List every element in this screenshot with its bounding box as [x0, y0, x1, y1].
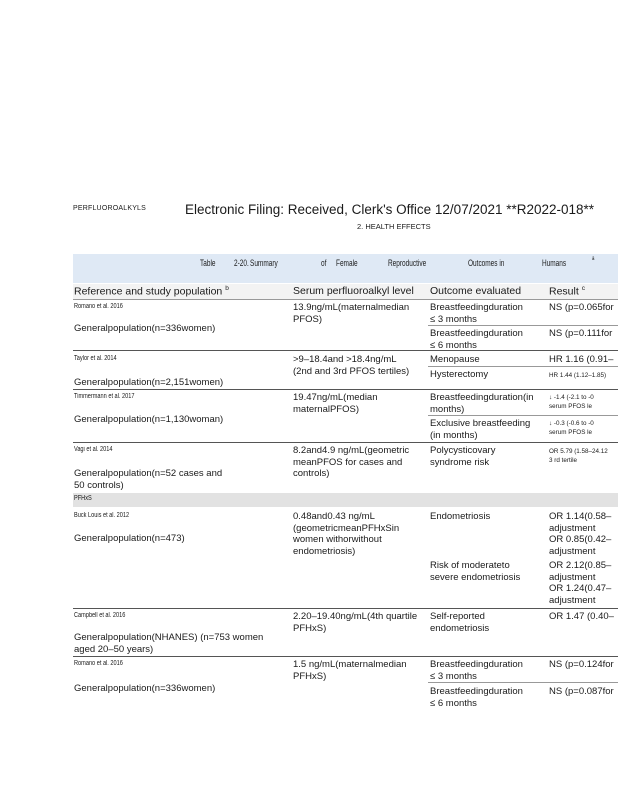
row-outcome: Hysterectomy — [430, 369, 489, 380]
row-serum-level: 1.5 ng/mL(maternalmedian PFHxS) — [293, 659, 407, 682]
row-outcome: Risk of moderateto severe endometriosis — [430, 560, 521, 583]
row-result: NS (p=0.087for — [549, 686, 614, 697]
row-outcome: Breastfeedingduration ≤ 3 months — [430, 659, 523, 682]
row-outcome: Breastfeedingduration ≤ 6 months — [430, 328, 523, 351]
row-serum-level: 19.47ng/mL(median maternalPFOS) — [293, 392, 378, 415]
row-reference: Romano et al. 2016 — [74, 303, 123, 310]
caption-word: Humans — [542, 258, 567, 268]
row-serum-level: >9–18.4and >18.4ng/mL (2nd and 3rd PFOS tertiles) — [293, 354, 410, 377]
row-reference: Romano et al. 2016 — [74, 660, 123, 667]
row-serum-level: 2.20–19.40ng/mL(4th quartile PFHxS) — [293, 611, 418, 634]
row-population: Generalpopulation(NHANES) (n=753 women aged 20–50 years) — [74, 632, 264, 655]
row-serum-level: 0.48and0.43 ng/mL (geometricmeanPFHxSin women withorwithout endometriosis) — [293, 511, 400, 557]
row-rule — [73, 350, 618, 351]
filing-stamp-header: Electronic Filing: Received, Clerk's Office 12/07/2021 **R2022-018** — [185, 202, 595, 217]
row-result: HR 1.44 (1.12–1.85) — [549, 372, 607, 379]
row-result: ↓ -0.3 (-0.6 to -0 serum PFOS le — [549, 420, 594, 436]
section-band-pfhxs — [73, 493, 618, 507]
sub-rule — [428, 415, 618, 416]
row-reference: Campbell et al. 2016 — [74, 612, 126, 619]
sub-rule — [428, 366, 618, 367]
row-outcome: Breastfeedingduration ≤ 6 months — [430, 686, 523, 709]
sub-rule — [428, 682, 618, 683]
caption-word: Summary — [250, 258, 278, 268]
row-result: OR 1.47 (0.40– — [549, 611, 614, 622]
row-rule — [73, 608, 618, 609]
row-result: ↓ -1.4 (-2.1 to -0 serum PFOS le — [549, 394, 594, 410]
row-population: Generalpopulation(n=52 cases and 50 controls) — [74, 468, 223, 491]
row-rule — [73, 656, 618, 657]
sub-rule — [428, 325, 618, 326]
row-result: NS (p=0.111for — [549, 328, 613, 339]
row-reference: Buck Louis et al. 2012 — [74, 512, 130, 519]
caption-word: Reproductive — [388, 258, 427, 268]
row-population: Generalpopulation(n=336women) — [74, 323, 216, 334]
row-outcome: Self-reported endometriosis — [430, 611, 490, 634]
row-population: Generalpopulation(n=473) — [74, 533, 185, 544]
row-rule — [73, 442, 618, 443]
row-outcome: Polycysticovary syndrome risk — [430, 445, 496, 468]
caption-word: Table — [200, 258, 216, 268]
row-result: OR 1.14(0.58– adjustment OR 0.85(0.42– adjustment — [549, 511, 612, 557]
row-reference: Timmermann et al. 2017 — [74, 393, 135, 400]
row-outcome: Exclusive breastfeeding (in months) — [430, 418, 531, 441]
column-header-outcome: Outcome evaluated — [430, 285, 522, 297]
row-result: NS (p=0.124for — [549, 659, 614, 670]
row-population: Generalpopulation(n=336women) — [74, 683, 216, 694]
section-header: 2. HEALTH EFFECTS — [357, 222, 431, 231]
caption-word: 2-20. — [234, 258, 249, 268]
row-population: Generalpopulation(n=2,151women) — [74, 377, 224, 388]
row-result: OR 5.79 (1.58–24.12 3 rd tertile — [549, 448, 608, 464]
row-outcome: Menopause — [430, 354, 480, 365]
caption-word: Female — [336, 258, 358, 268]
row-reference: Vagi et al. 2014 — [74, 446, 113, 453]
caption-footnote-marker: a — [592, 256, 595, 262]
row-result: OR 2.12(0.85– adjustment OR 1.24(0.47– adjustment — [549, 560, 612, 606]
column-header-reference: Reference and study population $^b$ — [74, 285, 229, 298]
row-reference: Taylor et al. 2014 — [74, 355, 117, 362]
column-header-serum-level: Serum perfluoroalkyl level — [293, 285, 414, 297]
header-rule — [73, 299, 618, 300]
section-label: PFHxS — [74, 495, 92, 502]
row-outcome: Breastfeedingduration(in months) — [430, 392, 534, 415]
row-outcome: Endometriosis — [430, 511, 491, 522]
running-header-chapter: PERFLUOROALKYLS — [73, 205, 147, 212]
row-serum-level: 8.2and4.9 ng/mL(geometric meanPFOS for cases and controls) — [293, 445, 410, 479]
row-rule — [73, 389, 618, 390]
row-serum-level: 13.9ng/mL(maternalmedian PFOS) — [293, 302, 410, 325]
column-header-result: Result $^c$ — [549, 285, 585, 298]
row-result: HR 1.16 (0.91– — [549, 354, 614, 365]
caption-word: of — [321, 258, 327, 268]
caption-word: Outcomes in — [468, 258, 505, 268]
row-outcome: Breastfeedingduration ≤ 3 months — [430, 302, 523, 325]
row-population: Generalpopulation(n=1,130woman) — [74, 414, 224, 425]
row-result: NS (p=0.065for — [549, 302, 614, 313]
